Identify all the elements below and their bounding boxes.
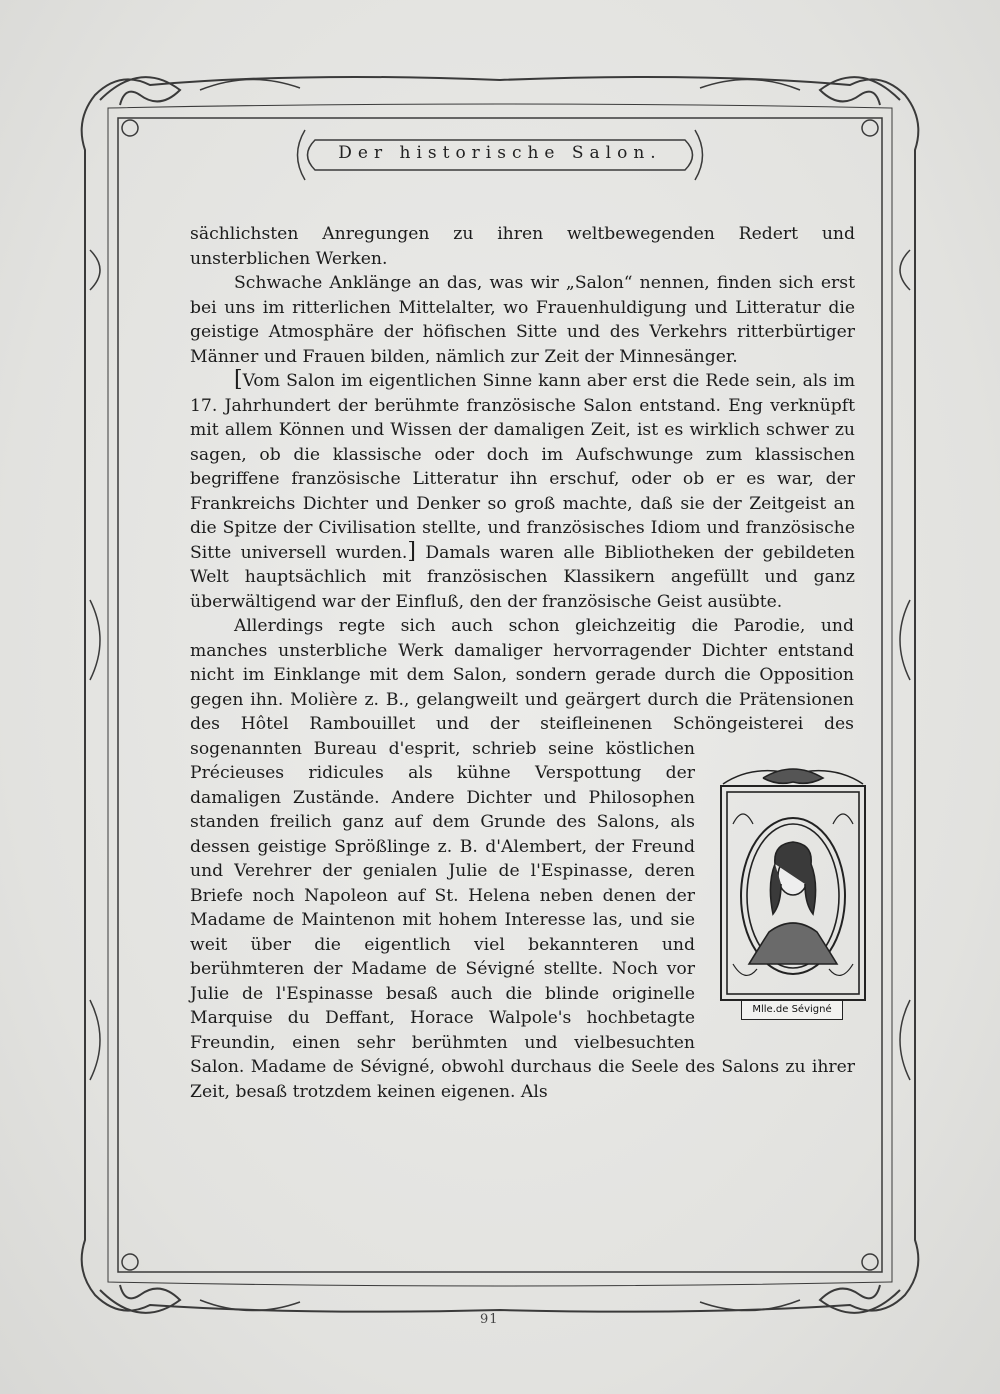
margin-bracket-open: [ <box>234 367 243 392</box>
paragraph-1: sächlichsten Anregungen zu ihren weltbewegenden Redert und unsterblichen Werken. <box>190 224 855 269</box>
portrait-illustration <box>713 764 873 1032</box>
running-header: Der historische Salon. <box>338 143 662 163</box>
paragraph-4-wrapper <box>190 614 855 1104</box>
portrait-caption: Mlle.de Sévigné <box>741 1000 843 1020</box>
portrait-figure <box>713 764 873 1032</box>
body-text <box>190 222 855 1104</box>
paragraph-2: Schwache Anklänge an das, was wir „Salon“ nennen, finden sich erst bei uns im ritterlichen Mittelalter, wo Frauenhuldigung und Litteratur die geistige Atmosphäre der höfischen Sitte und des Verkehrs ritterbürtiger Männer und Frauen bilden, nämlich zur Zeit der Minnesänger. <box>190 273 855 367</box>
paragraph-4: Allerdings regte sich auch schon gleichzeitig die Parodie, und manches unsterbliche Werk damaliger hervorragender Dichter entstand nicht im Einklange mit dem Salon, sondern gerade durch die Opposition gegen ihn. Molière z. B., gelangweilt und geärgert durch die Prätensionen des Hôtel Rambouillet und der steifleinenen Schöngeisterei des sogenannten Bureau d'esprit, schrieb seine köstlichen Précieuses ridicules als kühne Verspottung der damaligen Zustände. Andere Dichter und Philosophen standen freilich ganz auf dem Grunde des Salons, als dessen geistige Sprößlinge z. B. d'Alembert, der Freund und Verehrer der genialen Julie de l'Espinasse, deren Briefe noch Napoleon auf St. Helena neben denen der Madame de Maintenon mit hohem Interesse las, und sie weit über die eigentlich viel bekannteren und berühmteren der Madame de Sévigné stellte. Noch vor Julie de l'Espinasse besaß auch die blinde originelle Marquise du Deffant, Horace Walpole's hochbetagte Freundin, einen sehr berühmten und vielbesuchten Salon. Madame de Sévigné, obwohl durchaus die Seele des Salons zu ihrer Zeit, besaß trotzdem keinen eigenen. Als <box>190 616 855 1102</box>
paragraph-3-marked: Vom Salon im eigentlichen Sinne kann aber erst die Rede sein, als im 17. Jahrhundert der berühmte französische Salon entstand. Eng verknüpft mit allem Können und Wissen der damaligen Zeit, ist es wirklich schwer zu sagen, ob die klassische oder doch im Aufschwunge zum klassischen begriffene französische Litteratur ihn erschuf, oder ob er es war, der Frankreichs Dichter und Denker so groß machte, daß sie der Zeitgeist an die Spitze der Civilisation stellte, und französisches Idiom und französische Sitte universell wurden. <box>190 371 855 563</box>
paragraph-3 <box>190 369 855 614</box>
paragraph-3-rest: Damals waren alle Bibliotheken der gebildeten Welt hauptsächlich mit französischen Klassikern angefüllt und ganz überwältigend war der Einfluß, den der französische Geist ausübte. <box>190 542 855 612</box>
page-number: 91 <box>480 1312 499 1327</box>
float-spacer <box>854 614 855 760</box>
margin-bracket-close: ] <box>407 538 416 564</box>
